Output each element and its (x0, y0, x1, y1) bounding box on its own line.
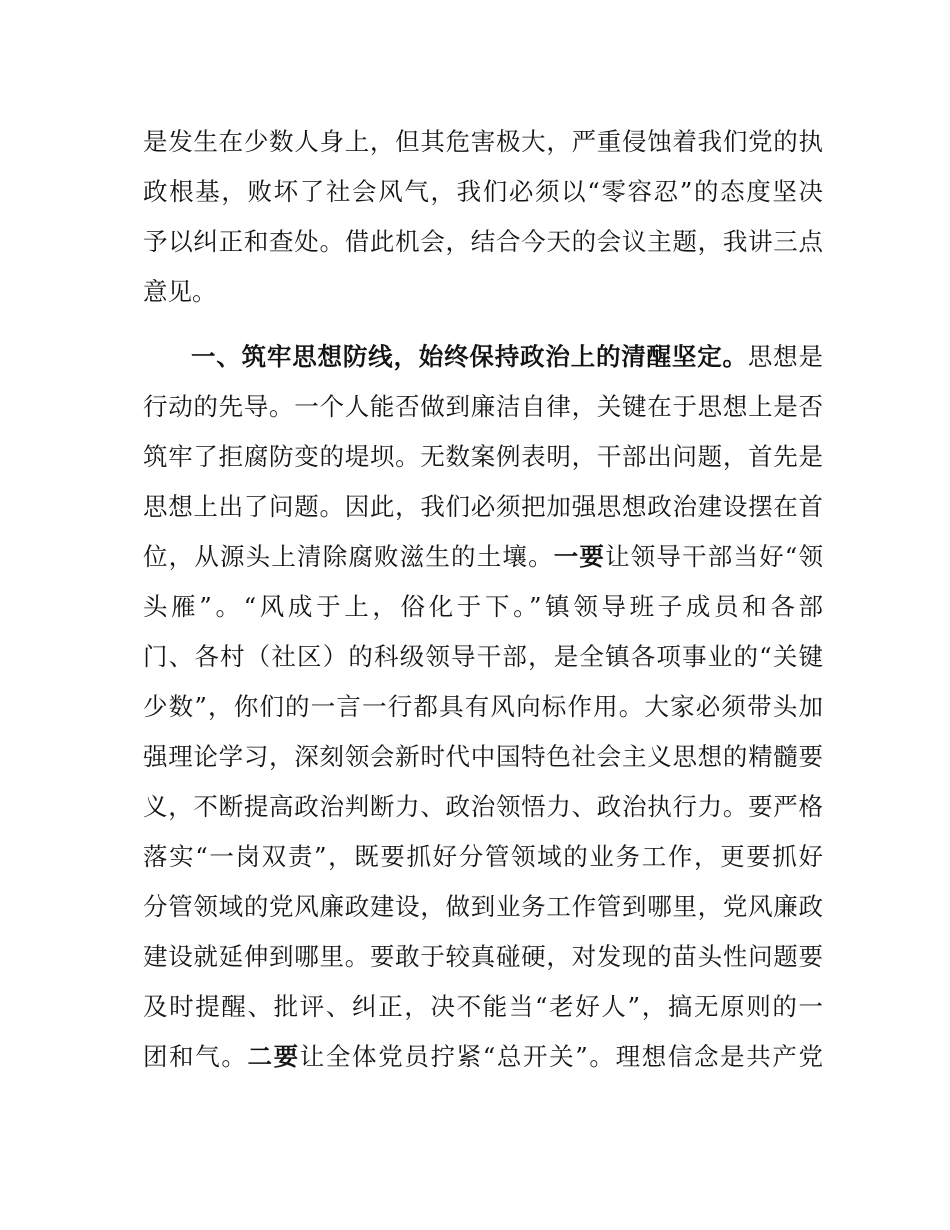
text-line: 意见。 (143, 277, 217, 306)
point-marker-1: 一要 (553, 542, 606, 571)
text-line: 是发生在少数人身上，但其危害极大，严重侵蚀着我们党的执 (143, 127, 823, 156)
text-segment: 位，从源头上清除腐败滋生的土壤。 (143, 542, 554, 571)
text-line-with-marker (143, 537, 823, 577)
text-line: 思想上出了问题。因此，我们必须把加强思想政治建设摆在首 (143, 492, 823, 521)
text-line: 行动的先导。一个人能否做到廉洁自律，关键在于思想上是否 (143, 392, 823, 421)
point-marker-2: 二要 (247, 1042, 300, 1071)
section-heading-line (191, 337, 823, 377)
text-line: 分管领域的党风廉政建设，做到业务工作管到哪里，党风廉政 (143, 892, 823, 921)
text-line: 建设就延伸到哪里。要敢于较真碰硬，对发现的苗头性问题要 (143, 942, 823, 971)
text-line: 及时提醒、批评、纠正，决不能当“老好人”，搞无原则的一 (143, 992, 823, 1021)
text-line: 筑牢了拒腐防变的堤坝。无数案例表明，干部出问题，首先是 (143, 442, 823, 471)
text-line: 强理论学习，深刻领会新时代中国特色社会主义思想的精髓要 (143, 742, 823, 771)
section-heading: 一、筑牢思想防线，始终保持政治上的清醒坚定。 (191, 342, 748, 371)
heading-continuation: 思想是 (747, 342, 823, 371)
text-line: 予以纠正和查处。借此机会，结合今天的会议主题，我讲三点 (143, 227, 823, 256)
text-line-with-marker (143, 1037, 823, 1077)
text-line: 落实“一岗双责”，既要抓好分管领域的业务工作，更要抓好 (143, 842, 823, 871)
text-segment: 团和气。 (143, 1042, 248, 1071)
text-segment: 让领导干部当好“领 (605, 542, 823, 571)
text-line: 政根基，败坏了社会风气，我们必须以“零容忍”的态度坚决 (143, 177, 823, 206)
text-segment: 让全体党员拧紧“总开关”。理想信念是共产党 (299, 1042, 823, 1071)
text-line: 头雁”。“风成于上，俗化于下。”镇领导班子成员和各部 (143, 592, 823, 621)
text-line: 少数”，你们的一言一行都具有风向标作用。大家必须带头加 (143, 692, 823, 721)
text-line: 义，不断提高政治判断力、政治领悟力、政治执行力。要严格 (143, 792, 823, 821)
text-line: 门、各村（社区）的科级领导干部，是全镇各项事业的“关键 (143, 642, 823, 671)
